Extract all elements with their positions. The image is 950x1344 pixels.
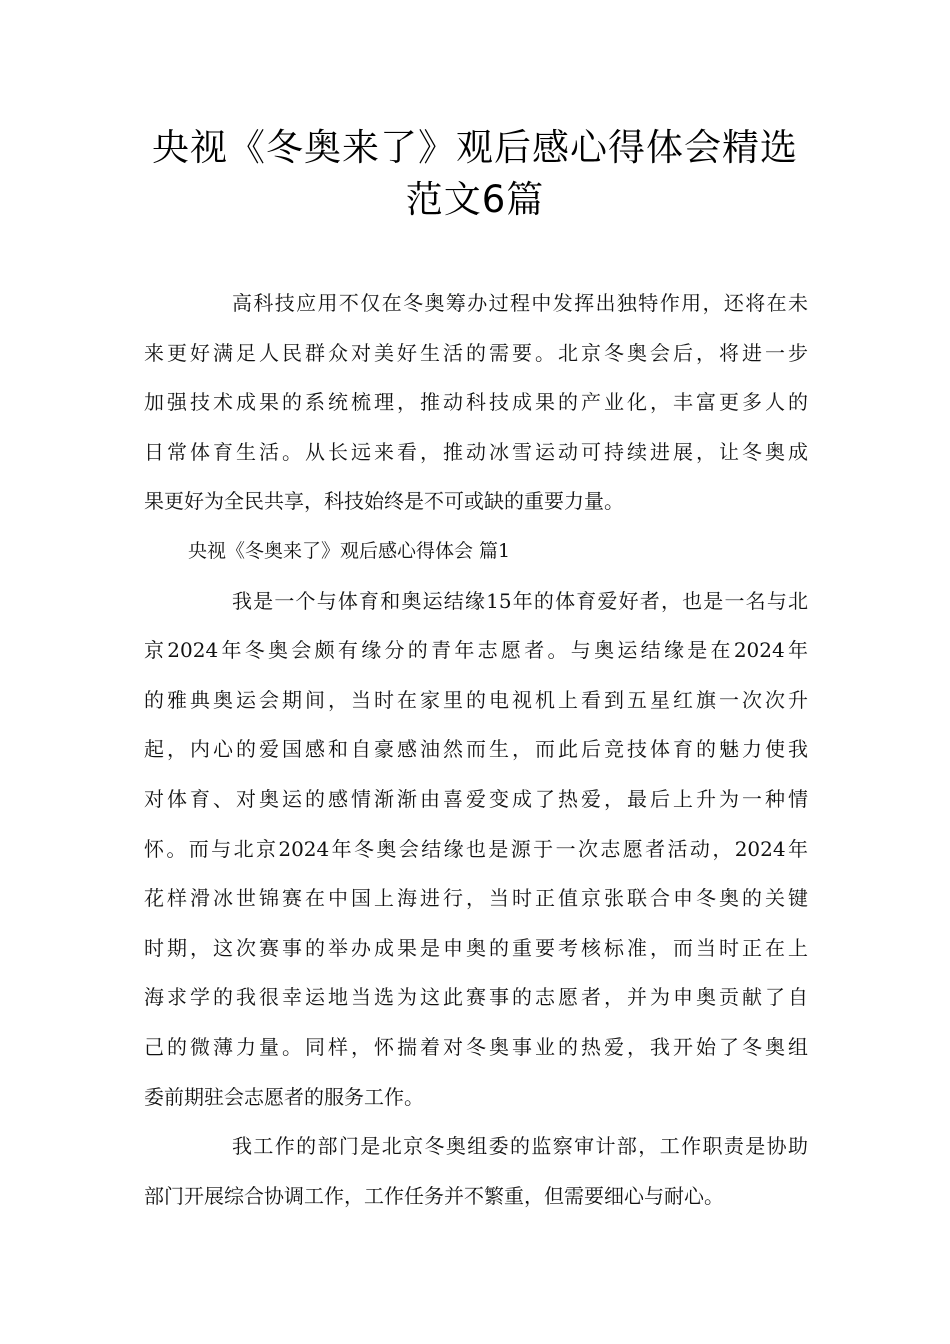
text-line: 我工作的部门是北京冬奥组委的监察审计部，工作职责是协助 xyxy=(232,1134,808,1159)
text-line: 对体育、对奥运的感情渐渐由喜爱变成了热爱，最后上升为一种情 xyxy=(144,786,808,811)
text-line: 加强技术成果的系统梳理，推动科技成果的产业化，丰富更多人的 xyxy=(144,390,808,415)
text-line: 果更好为全民共享，科技始终是不可或缺的重要力量。 xyxy=(144,489,624,514)
paragraph-work xyxy=(144,1122,808,1221)
text-line: 高科技应用不仅在冬奥筹办过程中发挥出独特作用，还将在未 xyxy=(232,291,808,315)
text-line: 时期，这次赛事的举办成果是申奥的重要考核标准，而当时正在上 xyxy=(144,935,808,960)
text-line: 怀。而与北京2024年冬奥会结缘也是源于一次志愿者活动，2024年 xyxy=(144,836,808,861)
document-title xyxy=(120,122,830,226)
text-line: 我是一个与体育和奥运结缘15年的体育爱好者，也是一名与北 xyxy=(232,588,808,613)
text-line: 日常体育生活。从长远来看，推动冰雪运动可持续进展，让冬奥成 xyxy=(144,439,808,464)
text-line: 部门开展综合协调工作，工作任务并不繁重，但需要细心与耐心。 xyxy=(144,1183,724,1208)
title-line: 央视《冬奥来了》观后感心得体会精选 xyxy=(152,126,798,169)
text-line: 花样滑冰世锦赛在中国上海进行，当时正值京张联合申冬奥的关键 xyxy=(144,886,808,911)
text-line: 委前期驻会志愿者的服务工作。 xyxy=(144,1084,424,1109)
text-line: 己的微薄力量。同样，怀揣着对冬奥事业的热爱，我开始了冬奥组 xyxy=(144,1034,808,1059)
text-line: 的雅典奥运会期间，当时在家里的电视机上看到五星红旗一次次升 xyxy=(144,687,808,712)
section-heading: 央视《冬奥来了》观后感心得体会 篇1 xyxy=(188,539,511,562)
text-line: 来更好满足人民群众对美好生活的需要。北京冬奥会后，将进一步 xyxy=(144,340,808,365)
paragraph-intro xyxy=(144,279,808,527)
text-line: 起，内心的爱国感和自豪感油然而生，而此后竞技体育的魅力使我 xyxy=(144,737,808,762)
document-body xyxy=(144,279,808,1221)
title-line: 范文6篇 xyxy=(405,178,545,221)
text-line: 海求学的我很幸运地当选为这此赛事的志愿者，并为申奥贡献了自 xyxy=(144,985,808,1010)
text-line: 京2024年冬奥会颇有缘分的青年志愿者。与奥运结缘是在2024年 xyxy=(144,638,808,663)
paragraph-volunteer xyxy=(144,577,808,1123)
